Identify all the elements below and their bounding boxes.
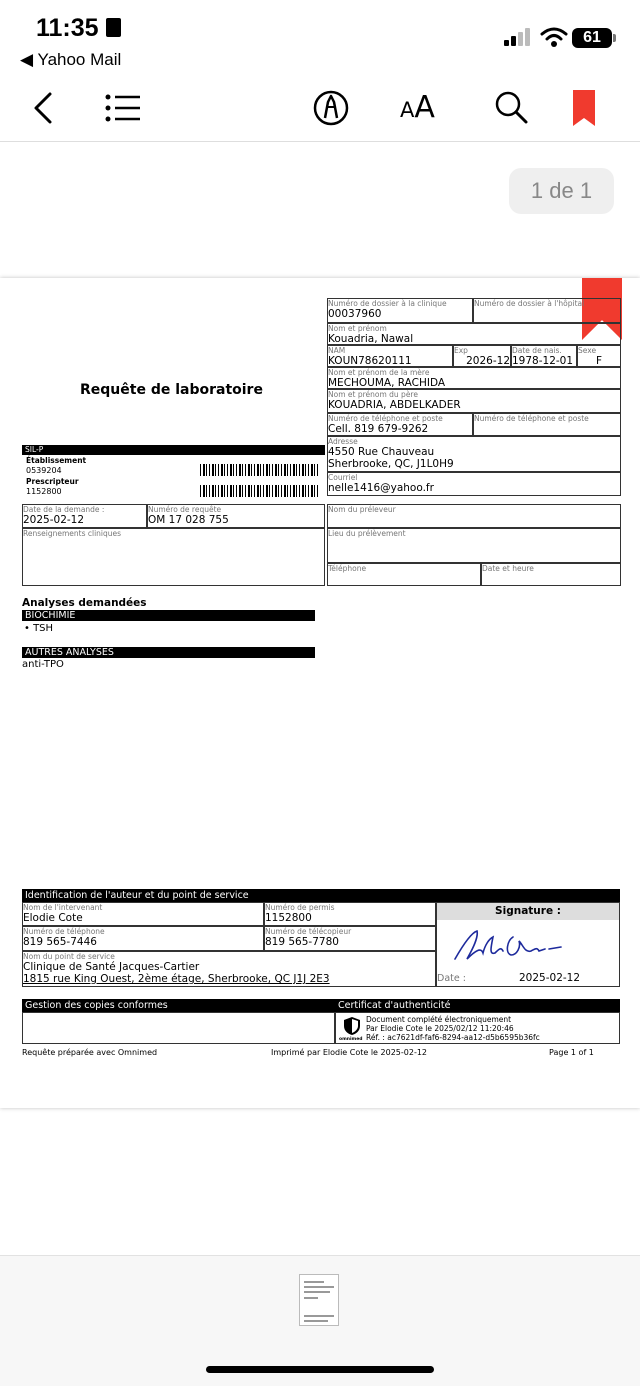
prescripteur-barcode bbox=[200, 485, 318, 497]
home-indicator[interactable] bbox=[206, 1366, 434, 1373]
battery-indicator: 61 bbox=[572, 28, 612, 48]
dossier-hopital-cell: Numéro de dossier à l'hôpital bbox=[473, 298, 621, 323]
markup-pen-icon[interactable] bbox=[312, 88, 350, 128]
father-name-cell: Nom et prénom du père KOUADRIA, ABDELKADER bbox=[327, 389, 621, 413]
footer-right: Page 1 of 1 bbox=[549, 1048, 594, 1057]
footer-center: Imprimé par Elodie Cote le 2025-02-12 bbox=[271, 1048, 428, 1057]
search-icon[interactable] bbox=[492, 88, 530, 128]
dossier-clinique-cell: Numéro de dossier à la clinique 00037960 bbox=[327, 298, 473, 323]
pdf-page bbox=[0, 278, 640, 1108]
status-time: 11:35 bbox=[36, 14, 99, 42]
biochimie-header: BIOCHIMIE bbox=[22, 610, 315, 621]
analyses-title: Analyses demandées bbox=[22, 597, 147, 609]
back-to-app-link[interactable]: ◀ Yahoo Mail bbox=[20, 50, 122, 69]
author-phone-cell: Numéro de téléphone 819 565-7446 bbox=[22, 926, 264, 951]
patient-name-cell: Nom et prénom Kouadria, Nawal bbox=[327, 323, 621, 345]
request-number-cell: Numéro de requête OM 17 028 755 bbox=[147, 504, 325, 528]
collection-datetime-cell: Date et heure bbox=[481, 563, 621, 586]
back-chevron-icon[interactable] bbox=[30, 88, 56, 128]
nam-cell: NAM KOUN78620111 bbox=[327, 345, 453, 367]
copies-header: Gestion des copies conformes bbox=[22, 999, 335, 1012]
phone-cell: Numéro de téléphone et poste Cell. 819 679-9262 bbox=[327, 413, 473, 436]
request-date-cell: Date de la demande : 2025-02-12 bbox=[22, 504, 147, 528]
list-icon[interactable] bbox=[104, 88, 142, 128]
prescripteur-value: 1152800 bbox=[26, 487, 62, 496]
certificate-line3: Réf. : ac7621df-faf6-8294-aa12-d5b6595b36fc bbox=[366, 1033, 540, 1042]
author-header: Identification de l'auteur et du point de service bbox=[22, 889, 620, 902]
signature-label: Signature : bbox=[437, 903, 619, 920]
battery-cap bbox=[613, 34, 616, 42]
page-counter: 1 de 1 bbox=[509, 168, 614, 214]
document-title: Requête de laboratoire bbox=[80, 382, 263, 398]
signature-cell bbox=[436, 902, 620, 987]
birthdate-cell: Date de nais. 1978-12-01 bbox=[511, 345, 577, 367]
bookmark-icon[interactable] bbox=[570, 88, 598, 128]
copies-cell bbox=[22, 1012, 335, 1044]
page-thumbnail[interactable] bbox=[299, 1274, 339, 1326]
signature-date-value: 2025-02-12 bbox=[519, 972, 581, 984]
collection-phone-cell: Téléphone bbox=[327, 563, 481, 586]
text-size-button[interactable]: AA bbox=[400, 90, 435, 125]
omnimed-shield-icon bbox=[342, 1016, 362, 1036]
omnimed-logo-text: omnimed bbox=[339, 1037, 363, 1042]
intervenant-cell: Nom de l'intervenant Elodie Cote bbox=[22, 902, 264, 926]
wifi-icon bbox=[540, 26, 568, 48]
reading-book-icon bbox=[106, 18, 121, 37]
sex-cell: Sexe F bbox=[577, 345, 621, 367]
collection-place-cell: Lieu du prélèvement bbox=[327, 528, 621, 563]
email-cell: Courriel nelle1416@yahoo.fr bbox=[327, 472, 621, 496]
author-fax-cell: Numéro de télécopieur 819 565-7780 bbox=[264, 926, 436, 951]
handwritten-signature bbox=[449, 925, 579, 965]
certificate-header: Certificat d'authenticité bbox=[335, 999, 620, 1012]
etablissement-label: Établissement bbox=[26, 456, 87, 465]
etablissement-value: 0539204 bbox=[26, 466, 62, 475]
reader-toolbar bbox=[0, 78, 640, 142]
phone2-cell: Numéro de téléphone et poste bbox=[473, 413, 621, 436]
autres-analyses-header: AUTRES ANALYSES bbox=[22, 647, 315, 658]
prescripteur-label: Prescripteur bbox=[26, 477, 79, 486]
mother-name-cell: Nom et prénom de la mère MECHOUMA, RACHIDA bbox=[327, 367, 621, 389]
status-bar bbox=[0, 0, 640, 78]
analysis-item: • TSH bbox=[24, 623, 54, 634]
exp-cell: Exp 2026-12 bbox=[454, 346, 510, 367]
silp-header: SIL-P bbox=[22, 445, 325, 455]
cellular-signal-icon bbox=[504, 28, 534, 46]
address-cell: Adresse 4550 Rue Chauveau Sherbrooke, QC, J1L0H9 bbox=[327, 436, 621, 472]
certificate-line1: Document complété électroniquement bbox=[366, 1015, 512, 1024]
etablissement-barcode bbox=[200, 464, 318, 476]
collector-name-cell: Nom du préleveur bbox=[327, 504, 621, 528]
signature-date-label: Date : bbox=[437, 973, 466, 984]
footer-left: Requête préparée avec Omnimed bbox=[22, 1048, 158, 1057]
clinical-info-cell: Renseignements cliniques bbox=[22, 528, 325, 586]
permis-cell: Numéro de permis 1152800 bbox=[264, 902, 436, 926]
analysis-item: anti-TPO bbox=[22, 659, 64, 670]
certificate-line2: Par Elodie Cote le 2025/02/12 11:20:46 bbox=[366, 1024, 514, 1033]
service-point-cell: Nom du point de service Clinique de Santé Jacques-Cartier 1815 rue King Ouest, 2ème étage, Sherbrooke, QC J1J 2E3 bbox=[22, 951, 436, 987]
certificate-cell bbox=[335, 1012, 620, 1044]
